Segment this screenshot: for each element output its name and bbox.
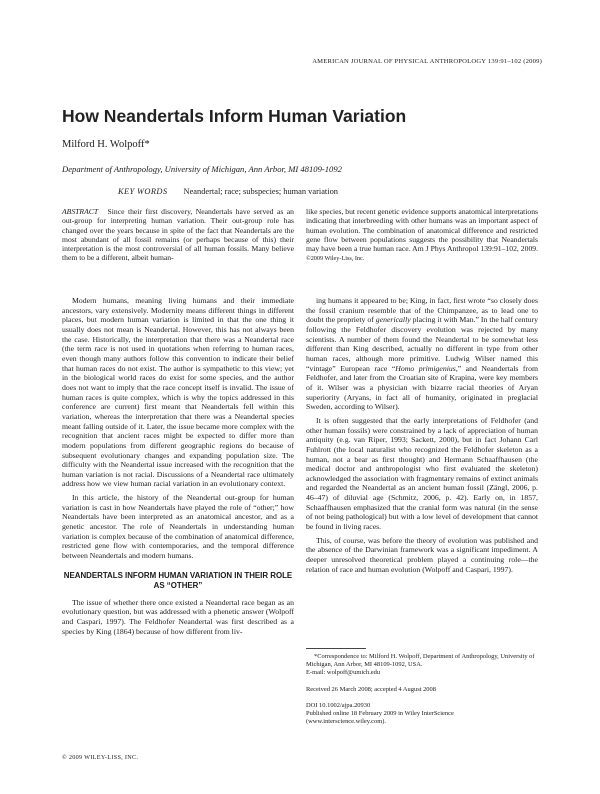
body-right-column: [306, 296, 538, 578]
body-paragraph: This, of course, was before the theory of evolution was published and the absence of the Darwinian framework was a significant impediment. A deeper unresolved theoretical problem played a continuing role—the relation of race and human evolution (Wolpoff and Caspari, 1997).: [306, 535, 538, 574]
abstract-left-column: [62, 207, 294, 263]
abstract-label: ABSTRACT: [62, 207, 99, 216]
email-line: E-mail: wolpoff@umich.edu: [306, 669, 381, 677]
text-run: ,” and Neandertals from Feldhofer, and later from the Croatian site of Krapina, were key members of it. Wilser was a physician with bizarre racial theories of Aryan superiority (Aryans, in fact all of humanity, originated in preglacial Sweden, according to Wilser).: [306, 363, 538, 412]
section-heading: NEANDERTALS INFORM HUMAN VARIATION IN THEIR ROLE AS “OTHER”: [63, 570, 293, 591]
emphasis-text: generically: [375, 315, 411, 325]
website-line: (www.interscience.wiley.com).: [306, 718, 386, 726]
abstract-right-column: [306, 207, 538, 264]
text-run: ing humans it appeared to be; King, in fact, first wrote “so closely does the fossil cranium resemble that of the Chimpanzee, as to lead one to doubt the propriety of: [306, 296, 538, 325]
abstract-text-left: Since their first discovery, Neandertals have served as an out-group for interpreting human variation. Their out-group role has changed over the years because in spite of the fact that Neandertals are the most abundant of all fossil remains (or perhaps because of this) their interpretation is the most controversial of all human fossils. Many believe them to be a different, albeit human-: [62, 207, 294, 263]
text-run: placing it with Man.” In the half century following the Feldhofer discovery evolution was rejected by many scientists. A number of them found the Neandertal to be somewhat less different than King described, actually no different in type from other human races, although more primitive. Ludwig Wilser named this “vintage” European race “: [306, 315, 538, 373]
body-paragraph: It is often suggested that the early interpretations of Feldhofer (and other human fossils) were constrained by a lack of appreciation of human antiquity (e.g. van Riper, 1993; Sackett, 2000), but in fact Johann Carl Fuhlrott (the local naturalist who recognized the Feldhofer skeleton as a human, not a bear as first thought) and Hermann Schaaffhausen (the medical doctor and anthropologist who first evaluated the skeleton) acknowledged the association with fragmentary remains of extinct animals and regarded the Neandertal as an ancient human fossil (Zängl, 2006, p. 46–47) of diluvial age (Schmitz, 2006, p. 42). Early on, in 1857, Schaaffhausen emphasized that the cranial form was natural (in the sense of not being pathological) but with a low level of development that cannot be found in living races.: [306, 415, 538, 532]
running-head: AMERICAN JOURNAL OF PHYSICAL ANTHROPOLOGY 139:91–102 (2009): [312, 58, 542, 65]
abstract-text-right: like species, but recent genetic evidence supports anatomical interpretations indicating that interbreeding with other humans was an important aspect of human evolution. The combination of anatomical difference and restricted gene flow between populations suggests the possibility that Neandertals may have been a true human race. Am J Phys Anthropol 139:91–102, 2009.: [306, 207, 538, 254]
keywords-line: [118, 187, 338, 196]
keywords-label: KEY WORDS: [118, 187, 168, 196]
body-paragraph: Modern humans, meaning living humans and their immediate ancestors, vary extensively. Modernity means different things in different places, but modern human variation is limited in that the one thing it usually does not mean is Neandertal. However, this has not always been the case. Historically, the interpretation that there was a Neandertal race (the term race is not used in quotations when referring to human races, even though many authors follow this convention to indicate their belief that human races do not exist. The author is sympathetic to this view; yet in the biological world races do exist for some species, and the author does not want to imply that the race concept itself is invalid. The issue of human races is quite complex, which is why the topics addressed in this conference are current) first meant that Neandertals fell within this variation, whereas the interpretation that there was a Neandertal species meant falling outside of it. Later, the issue became more complex with the recognition that ancient races might be expected to differ more than modern populations from different geographic regions do because of subsequent evolutionary changes and expanding population size. The difficulty with the Neandertal issue increased with the recognition that the human variation is not racial. Discussions of a Neandertal race ultimately address how we view human racial variation in an evolutionary context.: [62, 296, 294, 489]
correspondence-note: *Correspondence to: Milford H. Wolpoff, Department of Anthropology, University of Michigan, Ann Arbor, MI 48109-1092, USA.: [306, 653, 535, 669]
author-name: Milford H. Wolpoff*: [62, 139, 150, 150]
emphasis-text: Homo primigenius: [395, 363, 456, 373]
article-title: How Neandertals Inform Human Variation: [62, 106, 407, 126]
published-online-line: Published online 18 February 2009 in Wiley InterScience: [306, 710, 454, 718]
body-left-column: [62, 296, 294, 640]
footnote-divider: [306, 648, 366, 649]
footer-copyright: © 2009 WILEY-LISS, INC.: [62, 754, 139, 761]
abstract-copyright: ©2009 Wiley-Liss, Inc.: [306, 255, 365, 263]
body-paragraph: [306, 296, 538, 412]
doi-line: DOI 10.1002/ajpa.20930: [306, 701, 371, 709]
body-paragraph: The issue of whether there once existed a Neandertal race began as an evolutionary question, but was addressed with a phenetic answer (Wolpoff and Caspari, 1997). The Feldhofer Neandertal was first described as a species by King (1864) because of how different from liv-: [62, 597, 294, 636]
keywords-terms: Neandertal; race; subspecies; human variation: [183, 187, 338, 196]
footnote-block: [306, 653, 540, 726]
received-dates: Received 26 March 2008; accepted 4 August 2008: [306, 685, 436, 693]
body-paragraph: In this article, the history of the Neandertal out-group for human variation is cast in how Neandertals have played the role of “other;” how Neandertals have been interpreted as an anatomical ancestor, and as a genetic ancestor. The role of Neandertals in understanding human variation is complex because of the combination of anatomical difference, restricted gene flow with contemporaries, and the temporal difference between Neandertals and modern humans.: [62, 493, 294, 561]
author-affiliation: Department of Anthropology, University of Michigan, Ann Arbor, MI 48109-1092: [62, 164, 342, 174]
